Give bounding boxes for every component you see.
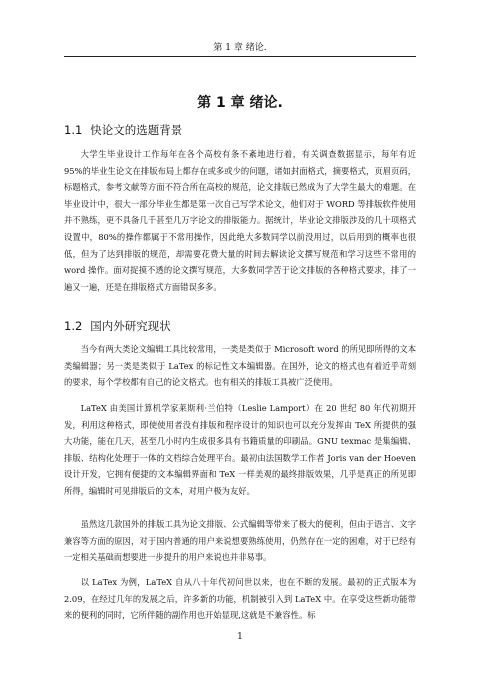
- body-paragraph: 以 LaTex 为例，LaTeX 自从八十年代初问世以来，也在不断的发展。最初的正式版本为 2.09，在经过几年的发展之后，许多新的功能，机制被引入到 LaTeX 中。在享受这些新功能带来的便利的同时，它所伴随的副作用也开始显现,这就是不兼容性。标: [64, 577, 416, 621]
- body-paragraph: LaTeX 由美国计算机学家莱斯利·兰伯特（Leslie Lamport）在 20 世纪 80 年代初期开发，利用这种格式，即使使用者没有排版和程序设计的知识也可以充分发挥由 TeX 所提供的强大功能，能在几天，甚至几小时内生成很多具有书籍质量的印刷品。GNU texmac 是集编辑、排版、结构化处理于一体的文档综合处理平台。最初由法国数学工作者 Joris van der Hoeven 设计开发，它拥有便捷的文本编辑界面和 TeX 一样美观的最终排版效果，几乎是真正的所见即所得，编辑时可见排版后的文本，对用户极为友好。: [64, 403, 416, 496]
- section-heading-1-1: [64, 122, 182, 138]
- body-paragraph: 大学生毕业设计工作每年在各个高校有条不紊地进行着，有关调查数据显示，每年有近 95%的毕业生论文在排版布局上都存在或多或少的问题，诸如封面格式，摘要格式，页眉页码，标题格式，参考文献等方面不符合所在高校的规范，论文排版已然成为了大学生最大的难题。在毕业设计中，很大一部分毕业生都是第一次自己写学术论文，他们对于 WORD 等排版软件使用并不熟练，更不具备几千甚至几万字论文的排版能力。据统计，毕业论文排版涉及的几十项格式设置中，80%的操作都属于不常用操作，因此绝大多数同学以前没用过，以后用到的概率也很低，但为了达到排版的规范，却需要花费大量的时间去解读论文撰写规范和学习这些不常用的 word 操作。面对捉摸不透的论文撰写规范，大多数同学苦于论文排版的各种格式要求，排了一遍又一遍，还是在排版格式方面错误多多。: [64, 149, 416, 292]
- body-paragraph: 当今有两大类论文编辑工具比较常用，一类是类似于 Microsoft word 的所见即所得的文本类编辑器；另一类是类似于 LaTex 的标记性文本编辑器。在国外，论文的格式也有着近乎苛刻的要求，每个学校都有自己的论文格式。也有相关的排版工具被广泛使用。: [64, 344, 416, 388]
- page-number: 1: [237, 632, 243, 642]
- chapter-title: 第 1 章 绪论.: [197, 95, 283, 111]
- header-rule: [64, 56, 416, 57]
- body-paragraph: 虽然这几款国外的排版工具为论文排版、公式编辑等带来了极大的便利，但由于语言、文字兼容等方面的原因，对于国内普通的用户来说想要熟练使用，仍然存在一定的困难，对于已经有一定相关基础而想要进一步提升的用户来说也并非易事。: [64, 519, 416, 563]
- section-heading-1-2: [64, 318, 171, 334]
- running-header: 第 1 章 绪论.: [213, 43, 267, 53]
- section-title-text: 快论文的选题背景: [90, 123, 183, 137]
- section-title-text: 国内外研究现状: [90, 319, 171, 333]
- section-number: 1.1: [64, 123, 83, 137]
- section-number: 1.2: [64, 319, 83, 333]
